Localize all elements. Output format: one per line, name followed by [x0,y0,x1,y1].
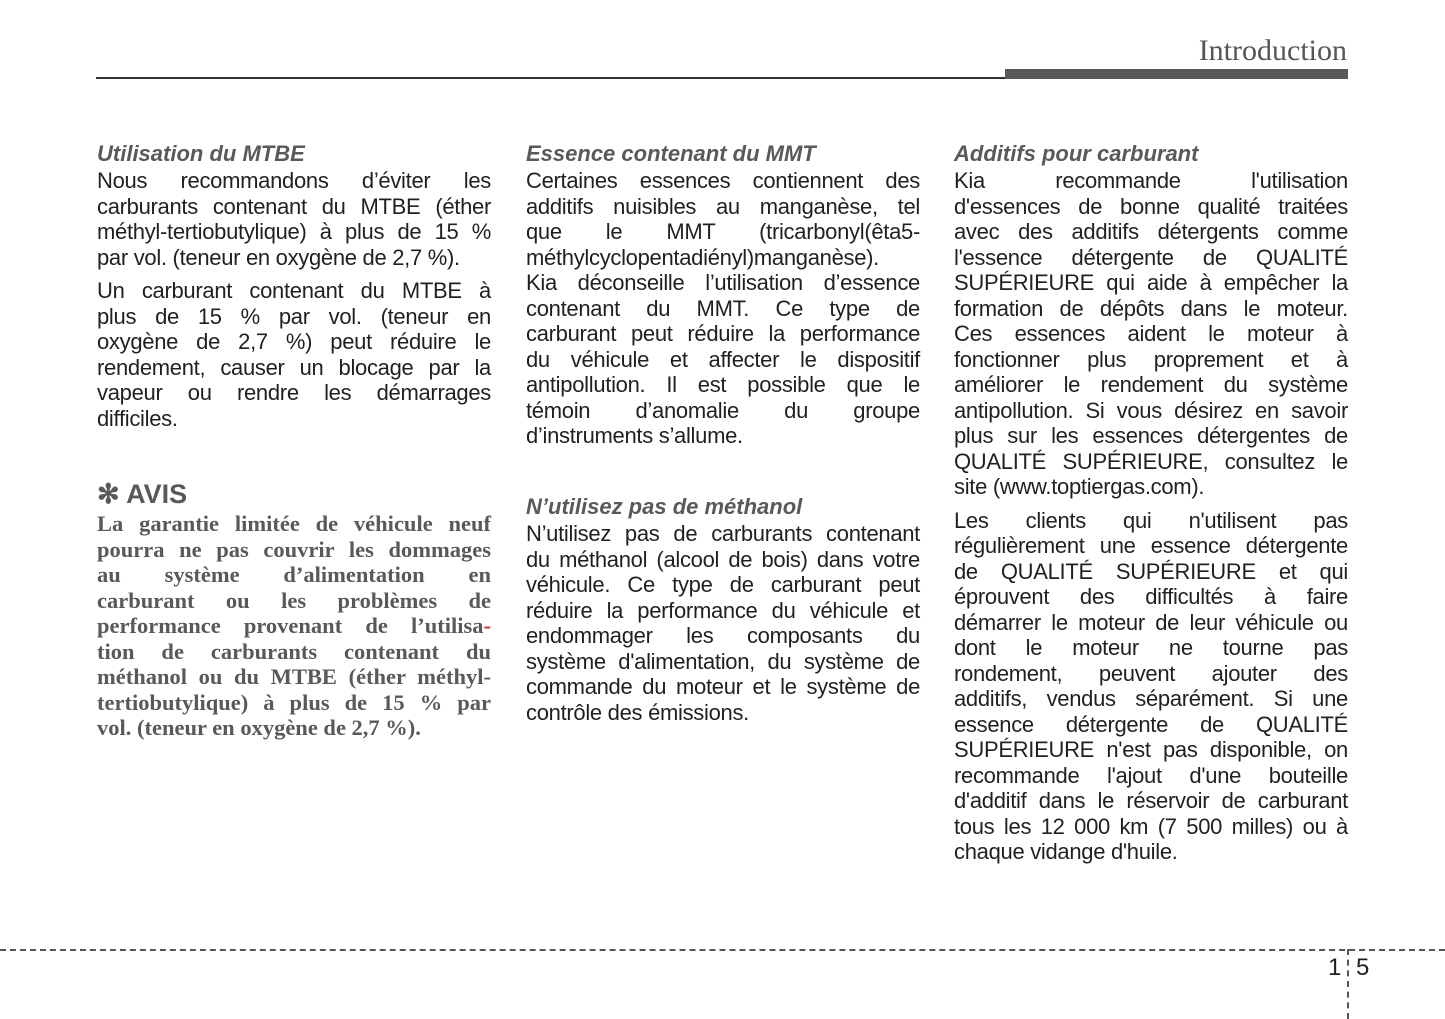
section-title: Introduction [1198,34,1347,67]
notice-line: La garantie limitée de véhicule neuf [97,511,491,536]
text-line: rondement, peuvent ajouter des [954,660,1348,686]
header-rule [96,77,1006,79]
asterisk-icon: ✻ [97,479,120,509]
text-line: que le MMT (tricarbonyl(êta5- [526,219,920,244]
section-heading: Essence contenant du MMT [526,141,816,166]
header-bar [1005,69,1348,79]
notice-line: tion de carburants contenant du [97,638,491,664]
text-line: Certaines essences contiennent des [526,168,920,193]
text-line: difficiles. [97,405,178,431]
paragraph [97,278,491,431]
page-number: 5 [1356,954,1370,981]
text-line: Kia déconseille l’utilisation d’essence [526,270,920,295]
notice-line: vol. (teneur en oxygène de 2,7 %). [97,715,421,740]
paragraph [954,168,1348,500]
text-line: carburant peut réduire la performance [526,321,920,346]
text-line: Ces essences aident le moteur à [954,321,1348,346]
text-line: Les clients qui n'utilisent pas [954,507,1348,533]
text-line: témoin d’anomalie du groupe [526,397,920,423]
text-line: endommager les composants du [526,623,920,648]
section-heading: Utilisation du MTBE [97,141,305,166]
text-line: du véhicule et affecter le dispositif [526,346,920,372]
notice-line: méthanol ou du MTBE (éther méthyl- [97,664,491,689]
text-line: d'additif dans le réservoir de carburant [954,788,1348,813]
text-line: du méthanol (alcool de bois) dans votre [526,546,920,572]
text-line: l'essence détergente de QUALITÉ [954,244,1348,270]
text-line: réduire la performance du véhicule et [526,597,920,623]
text-line: rendement, causer un blocage par la [97,354,491,380]
paragraph [526,168,920,449]
section-heading: Additifs pour carburant [954,141,1199,166]
text-line: fonctionner plus proprement et à [954,346,1348,372]
text-line: régulièrement une essence détergente [954,533,1348,558]
text-line: de QUALITÉ SUPÉRIEURE et qui [954,558,1348,584]
text-line: antipollution. Il est possible que le [526,372,920,397]
text-line: additifs, vendus séparément. Si une [954,686,1348,711]
text-line: améliorer le rendement du système [954,372,1348,397]
text-line: essence détergente de QUALITÉ [954,711,1348,737]
footer-rule [0,949,1445,951]
text-line: Nous recommandons d’éviter les [97,168,491,193]
notice-line: pourra ne pas couvrir les dommages [97,536,491,562]
text-line: plus de 15 % par vol. (teneur en [97,303,491,329]
text-line: méthyl-tertiobutylique) à plus de 15 % [97,219,491,244]
text-line: carburants contenant du MTBE (éther [97,193,491,219]
text-line: SUPÉRIEURE n'est pas disponible, on [954,737,1348,762]
notice-title [97,479,491,509]
text-line: formation de dépôts dans le moteur. [954,295,1348,321]
text-line: tous les 12 000 km (7 500 milles) ou à [954,813,1348,839]
text-line: Un carburant contenant du MTBE à [97,278,491,303]
text-line: QUALITÉ SUPÉRIEURE, consultez le [954,448,1348,474]
section-heading: N’utilisez pas de méthanol [526,494,803,519]
text-line: dont le moteur ne tourne pas [954,635,1348,660]
text-line: avec des additifs détergents comme [954,219,1348,244]
notice-title-text: AVIS [126,479,188,509]
footer-divider [1347,949,1349,1019]
text-line: éprouvent des difficultés à faire [954,584,1348,609]
text-line: site (www.toptiergas.com). [954,474,1205,499]
text-line: démarrer le moteur de leur véhicule ou [954,609,1348,635]
notice-line: au système d’alimentation en [97,562,491,587]
text-line: oxygène de 2,7 %) peut réduire le [97,329,491,354]
text-line: d’instruments s’allume. [526,423,743,448]
notice-line: performance provenant de l’utilisa- [97,613,491,638]
text-line: plus sur les essences détergentes de [954,423,1348,448]
text-line: par vol. (teneur en oxygène de 2,7 %). [97,244,460,270]
text-line: commande du moteur et le système de [526,674,920,699]
text-line: vapeur ou rendre les démarrages [97,380,491,405]
text-line: recommande l'ajout d'une bouteille [954,762,1348,788]
text-line: SUPÉRIEURE qui aide à empêcher la [954,270,1348,295]
text-line: méthylcyclopentadiényl)manganèse). [526,244,879,270]
text-line: antipollution. Si vous désirez en savoir [954,397,1348,423]
section-mtbe [97,140,491,439]
text-line: contenant du MMT. Ce type de [526,295,920,321]
chapter-number: 1 [1328,954,1342,981]
text-line: d'essences de bonne qualité traitées [954,193,1348,219]
paragraph [97,168,491,270]
notice-avis [97,479,491,741]
notice-line: carburant ou les problèmes de [97,587,491,613]
notice-line: tertiobutylique) à plus de 15 % par [97,689,491,715]
section-mmt [526,140,920,457]
text-line: véhicule. Ce type de carburant peut [526,572,920,597]
hyphen: - [483,613,491,638]
text-line: contrôle des émissions. [526,699,749,725]
text-line: additifs nuisibles au manganèse, tel [526,193,920,219]
text-line: N’utilisez pas de carburants contenant [526,521,920,546]
section-methanol [526,493,920,733]
paragraph [954,508,1348,865]
text-line: Kia recommande l'utilisation [954,168,1348,193]
section-additives [954,140,1348,873]
text-line: système d'alimentation, du système de [526,648,920,674]
paragraph [526,521,920,725]
text-line: chaque vidange d'huile. [954,839,1178,864]
